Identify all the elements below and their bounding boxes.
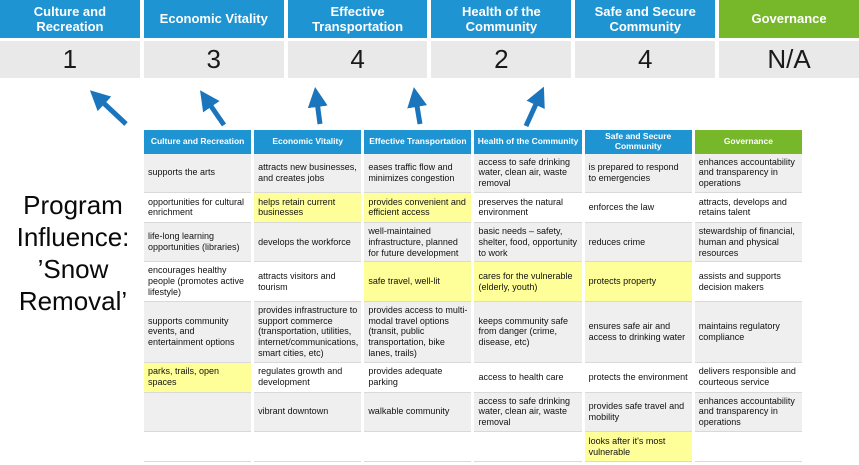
matrix-cell: provides adequate parking: [364, 363, 471, 393]
score-effective-transportation: 4: [288, 41, 428, 78]
matrix-cell: vibrant downtown: [254, 393, 361, 432]
matrix-column-header: Safe and Secure Community: [585, 130, 692, 154]
matrix-cell: provides access to multi-modal travel options (transit, public transportation, bike lanes, trails): [364, 302, 471, 363]
matrix-cell: delivers responsible and courteous service: [695, 363, 802, 393]
matrix-cell: assists and supports decision makers: [695, 262, 802, 301]
matrix-cell: access to safe drinking water, clean air, waste removal: [474, 154, 581, 193]
matrix-cell: encourages healthy people (promotes active lifestyle): [144, 262, 251, 301]
up-arrow-icon: [95, 95, 126, 124]
matrix-cell: access to health care: [474, 363, 581, 393]
priority-header-effective-transportation: Effective Transportation: [288, 0, 428, 38]
matrix-cell: access to safe drinking water, clean air, waste removal: [474, 393, 581, 432]
matrix-cell: stewardship of financial, human and physical resources: [695, 223, 802, 262]
title-line: Program: [23, 190, 123, 220]
matrix-cell: provides convenient and efficient access: [364, 193, 471, 223]
priority-header-culture-recreation: Culture and Recreation: [0, 0, 140, 38]
matrix-cell: safe travel, well-lit: [364, 262, 471, 301]
score-safe-secure-community: 4: [575, 41, 715, 78]
matrix-column-header: Economic Vitality: [254, 130, 361, 154]
matrix-row: [144, 393, 802, 432]
matrix-cell: eases traffic flow and minimizes congestion: [364, 154, 471, 193]
matrix-cell: supports the arts: [144, 154, 251, 193]
matrix-cell: reduces crime: [585, 223, 692, 262]
score-arrows: [0, 76, 859, 130]
matrix-cell: parks, trails, open spaces: [144, 363, 251, 393]
matrix-cell: enhances accountability and transparency in operations: [695, 154, 802, 193]
matrix-row: [144, 432, 802, 462]
matrix-row: [144, 363, 802, 393]
priority-header-row: [0, 0, 859, 38]
priority-header-health-community: Health of the Community: [431, 0, 571, 38]
matrix-column-header: Culture and Recreation: [144, 130, 251, 154]
score-economic-vitality: 3: [144, 41, 284, 78]
matrix-cell: [364, 432, 471, 462]
matrix-header-row: [144, 130, 802, 154]
matrix-column-header: Effective Transportation: [364, 130, 471, 154]
score-governance: N/A: [719, 41, 859, 78]
matrix-cell: attracts new businesses, and creates jobs: [254, 154, 361, 193]
matrix-cell: keeps community safe from danger (crime, disease, etc): [474, 302, 581, 363]
matrix-cell: [474, 432, 581, 462]
matrix-cell: is prepared to respond to emergencies: [585, 154, 692, 193]
matrix-row: [144, 302, 802, 363]
matrix-cell: [144, 432, 251, 462]
matrix-cell: provides safe travel and mobility: [585, 393, 692, 432]
matrix-cell: life-long learning opportunities (libraries): [144, 223, 251, 262]
matrix-row: [144, 262, 802, 301]
matrix-row: [144, 154, 802, 193]
matrix-row: [144, 223, 802, 262]
matrix-column-header: Health of the Community: [474, 130, 581, 154]
matrix-cell: attracts visitors and tourism: [254, 262, 361, 301]
matrix-cell: supports community events, and entertainment options: [144, 302, 251, 363]
matrix-cell: [254, 432, 361, 462]
influence-matrix: [141, 130, 805, 462]
score-row: [0, 41, 859, 78]
priority-header-safe-secure-community: Safe and Secure Community: [575, 0, 715, 38]
up-arrow-icon: [526, 93, 541, 126]
matrix-cell: looks after it's most vulnerable: [585, 432, 692, 462]
matrix-cell: [144, 393, 251, 432]
page-title: [0, 190, 146, 318]
score-culture-recreation: 1: [0, 41, 140, 78]
matrix-cell: ensures safe air and access to drinking water: [585, 302, 692, 363]
matrix-cell: well-maintained infrastructure, planned for future development: [364, 223, 471, 262]
matrix-cell: cares for the vulnerable (elderly, youth): [474, 262, 581, 301]
up-arrow-icon: [415, 94, 420, 124]
matrix-row: [144, 193, 802, 223]
title-line: ’Snow: [37, 253, 109, 284]
matrix-cell: walkable community: [364, 393, 471, 432]
matrix-cell: [695, 432, 802, 462]
priority-header-governance: Governance: [719, 0, 859, 38]
matrix-cell: provides infrastructure to support commerce (transportation, utilities, internet/communications, smart cities, etc): [254, 302, 361, 363]
up-arrow-icon: [204, 96, 224, 125]
matrix-cell: develops the workforce: [254, 223, 361, 262]
score-health-community: 2: [431, 41, 571, 78]
matrix-cell: protects the environment: [585, 363, 692, 393]
matrix-cell: opportunities for cultural enrichment: [144, 193, 251, 223]
matrix-column-header: Governance: [695, 130, 802, 154]
matrix-cell: enhances accountability and transparency in operations: [695, 393, 802, 432]
matrix-body: [144, 154, 802, 463]
priority-header-economic-vitality: Economic Vitality: [144, 0, 284, 38]
matrix-cell: protects property: [585, 262, 692, 301]
matrix-cell: attracts, develops and retains talent: [695, 193, 802, 223]
up-arrow-icon: [316, 94, 320, 124]
matrix-cell: enforces the law: [585, 193, 692, 223]
matrix-cell: helps retain current businesses: [254, 193, 361, 223]
matrix-cell: preserves the natural environment: [474, 193, 581, 223]
matrix-cell: maintains regulatory compliance: [695, 302, 802, 363]
matrix-cell: basic needs – safety, shelter, food, opportunity to work: [474, 223, 581, 262]
title-line: Influence:: [16, 221, 130, 252]
matrix-cell: regulates growth and development: [254, 363, 361, 393]
matrix-head: [144, 130, 802, 154]
title-line: Removal’: [18, 285, 128, 316]
